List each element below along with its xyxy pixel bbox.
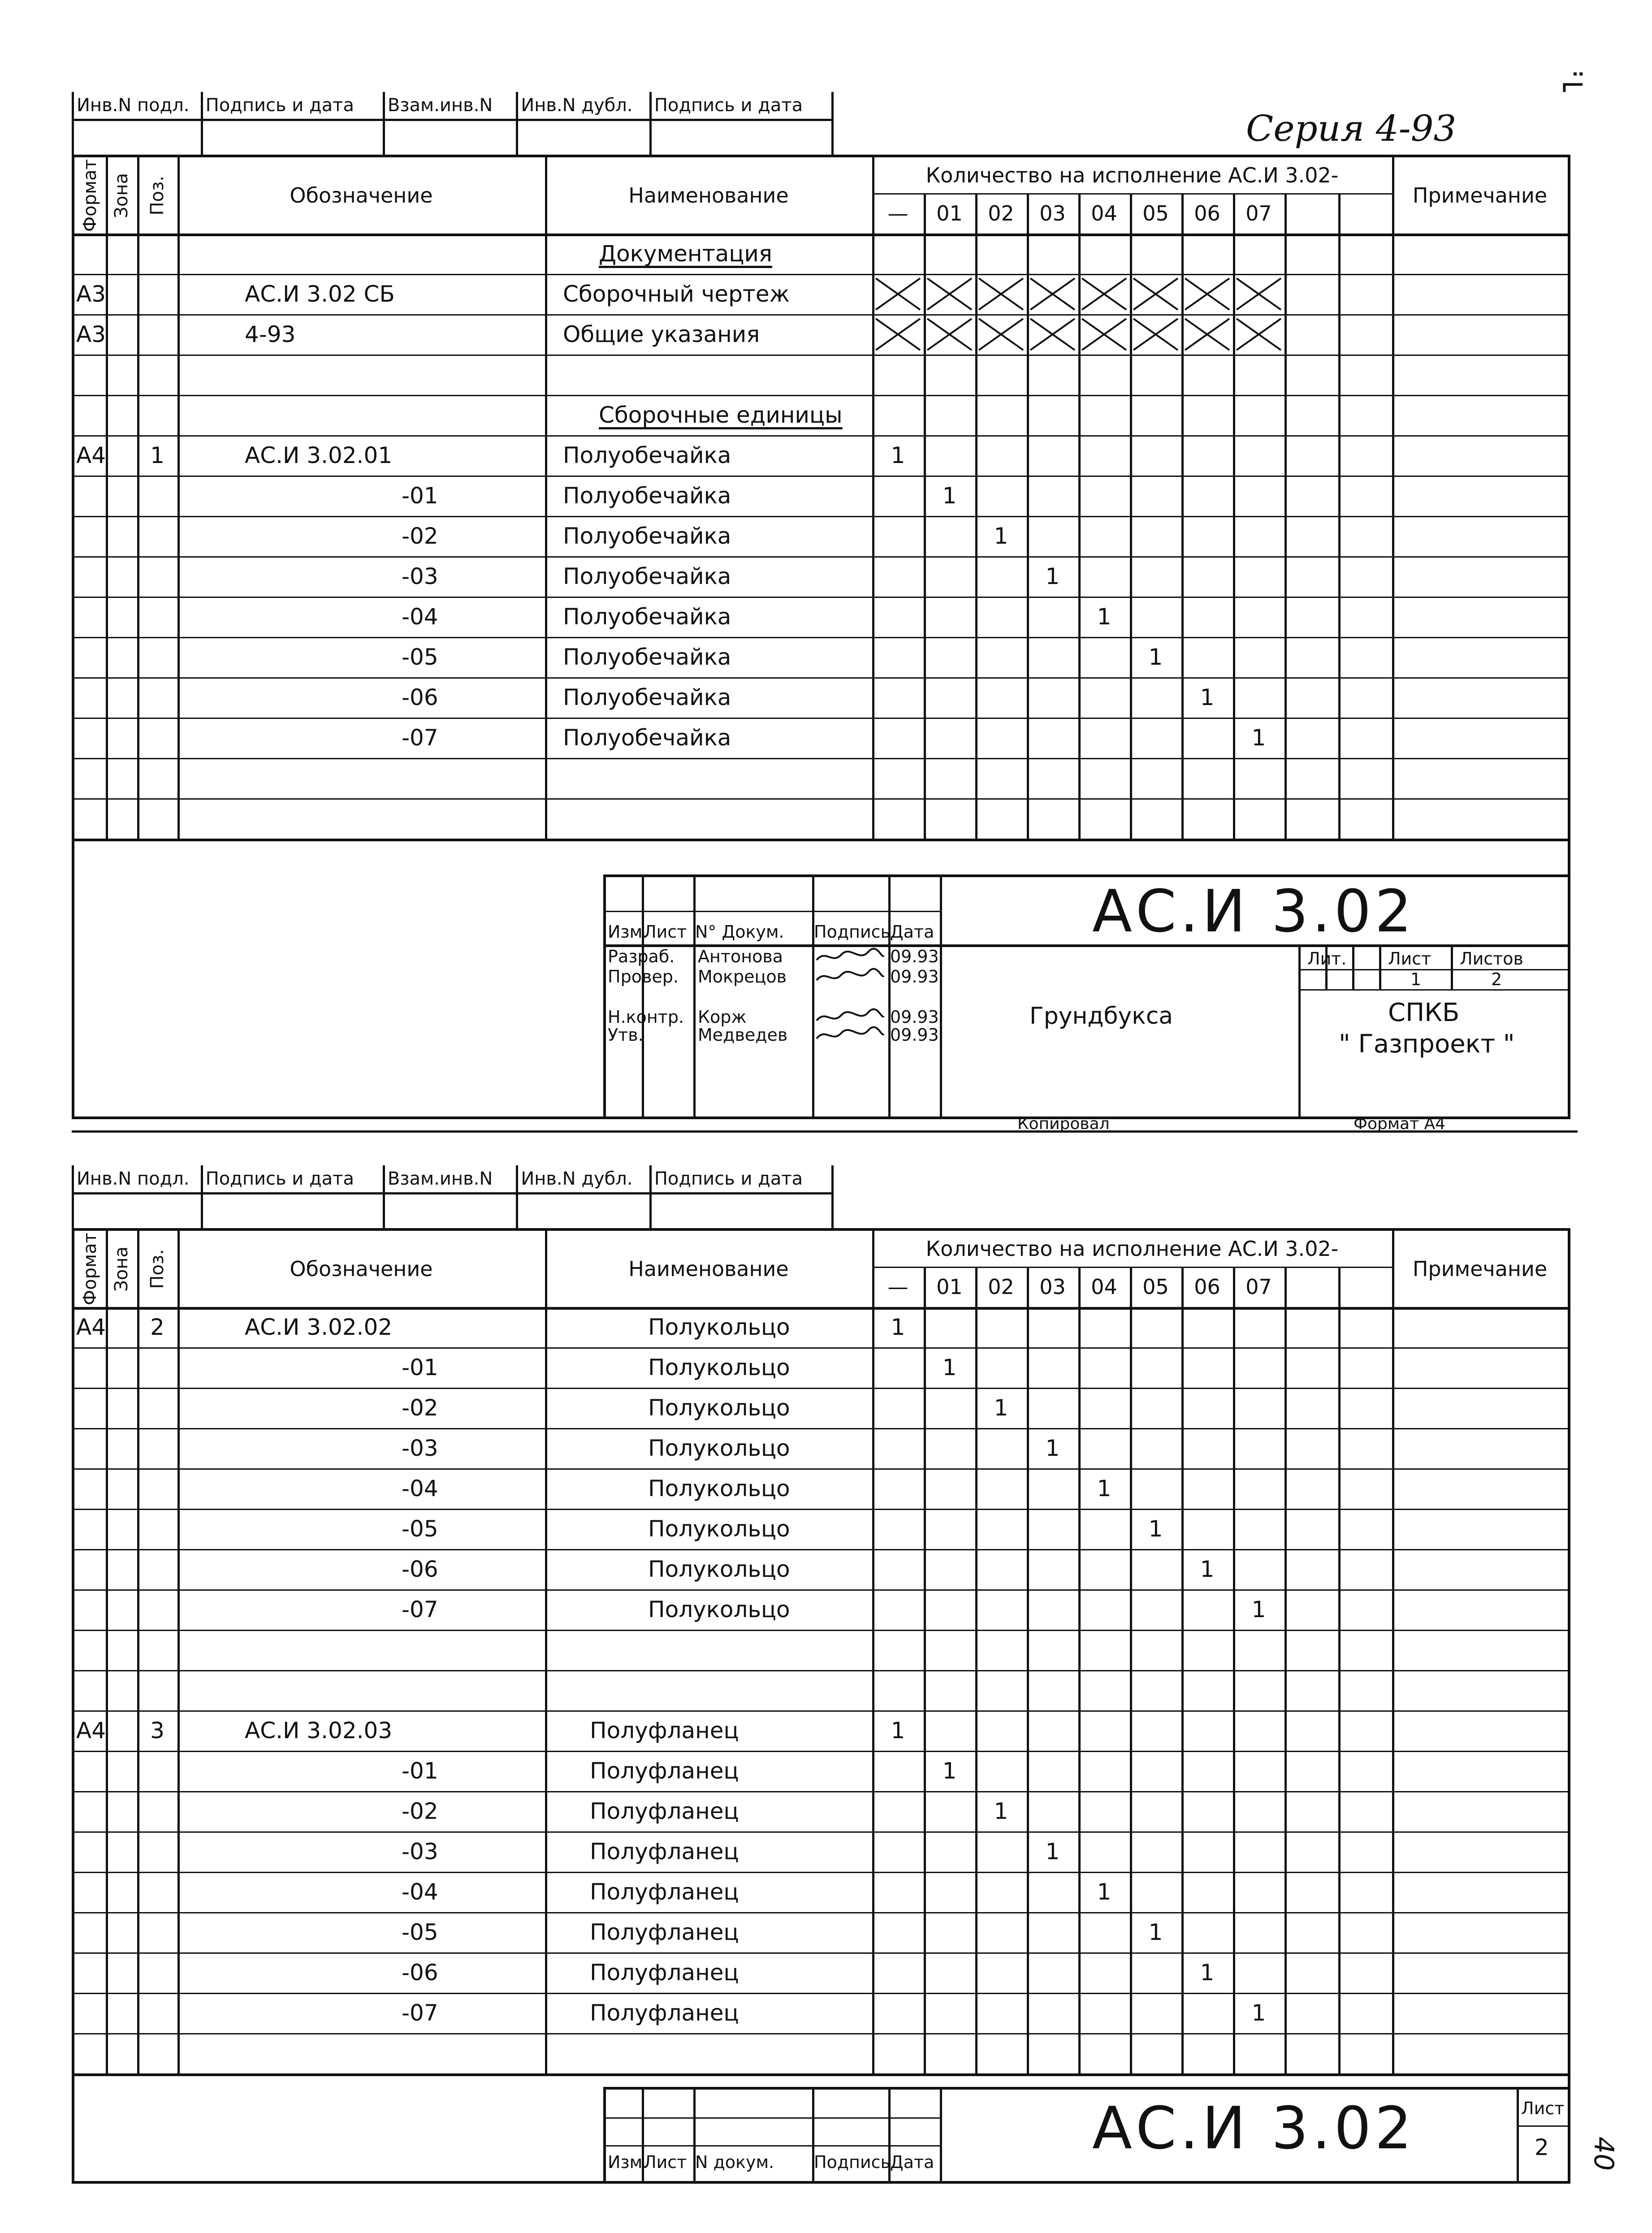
tb-divider <box>606 2145 940 2146</box>
stamp-cell <box>203 119 385 155</box>
qty-value: 1 <box>942 483 957 509</box>
tb-divider <box>693 877 696 1116</box>
sheet-separator <box>72 1130 1578 1133</box>
tb-col-label: Изм. <box>608 2152 648 2172</box>
row-divider <box>74 516 1568 517</box>
cell-name: Полуфланец <box>590 1718 739 1744</box>
cell-designation: -06 <box>402 1556 438 1582</box>
tb-divider <box>606 2117 940 2119</box>
row-divider <box>74 718 1568 719</box>
header-variant: 01 <box>936 201 963 225</box>
column-divider <box>545 1231 547 2073</box>
tb-divider <box>888 877 891 1116</box>
stamp-col: Подпись и дата <box>203 92 385 119</box>
row-divider <box>74 637 1568 638</box>
column-divider <box>1130 1267 1132 2073</box>
row-divider <box>74 1347 1568 1349</box>
column-divider <box>924 1267 926 2073</box>
cross-mark <box>977 277 1025 312</box>
qty-value: 1 <box>1251 2000 1266 2026</box>
cell-format: А4 <box>76 1718 106 1744</box>
header-variant: 03 <box>1039 1275 1066 1299</box>
tb-role: Провер. <box>608 967 679 987</box>
title-block <box>603 874 1570 1116</box>
cross-mark <box>1183 277 1231 312</box>
cell-designation: -01 <box>402 1355 438 1380</box>
header-format-label: Формат <box>80 1232 100 1306</box>
cell-designation: АС.И 3.02.01 <box>245 442 393 468</box>
tb-col-label: Дата <box>890 922 934 942</box>
stamp-cell <box>518 119 652 155</box>
stamp-col: Подпись и дата <box>654 95 803 116</box>
column-divider <box>1392 157 1394 839</box>
tb-role: Разраб. <box>608 947 675 966</box>
row-divider <box>74 556 1568 558</box>
cell-name: Полукольцо <box>648 1556 790 1582</box>
row-divider <box>74 798 1568 800</box>
row-divider <box>74 1791 1568 1792</box>
row-divider <box>74 758 1568 759</box>
stamp-cell <box>385 1192 519 1228</box>
cell-name: Общие указания <box>563 321 760 347</box>
header-pos <box>137 1231 177 1307</box>
tb-role: Н.контр. <box>608 1007 684 1027</box>
org-name-2: " Газпроект " <box>1339 1030 1515 1059</box>
cross-mark <box>1029 317 1077 352</box>
tb-col-label: Подпись <box>814 922 891 942</box>
column-divider <box>1233 1267 1235 2073</box>
tb-lit-label: Лит. <box>1307 949 1347 969</box>
cell-name: Полуобечайка <box>563 442 731 468</box>
cell-name: Полуобечайка <box>563 644 731 670</box>
stamp-col: Взам.инв.N <box>385 92 519 119</box>
cell-name: Полукольцо <box>648 1516 790 1542</box>
cell-designation: -07 <box>402 2000 438 2026</box>
row-divider <box>74 476 1568 477</box>
qty-value: 1 <box>1097 1476 1111 1502</box>
page-number: 40 <box>1588 2136 1620 2171</box>
qty-value: 1 <box>1200 684 1215 710</box>
header-pos <box>137 157 177 234</box>
header-format-label: Формат <box>80 159 100 232</box>
tb-divider <box>1517 2125 1570 2127</box>
title-block <box>603 2087 1570 2181</box>
cell-position: 1 <box>150 442 164 468</box>
cell-designation: -03 <box>402 563 438 589</box>
cell-name: Документация <box>599 241 772 267</box>
cell-name: Полуобечайка <box>563 563 731 589</box>
row-divider <box>74 1670 1568 1671</box>
cell-designation: -02 <box>402 523 438 549</box>
cross-mark <box>1132 317 1180 352</box>
cell-name: Полукольцо <box>648 1476 790 1502</box>
tb-col-label: Подпись <box>814 2152 891 2172</box>
signature <box>814 967 886 987</box>
cell-name: Полуобечайка <box>563 684 731 710</box>
cross-mark <box>1029 277 1077 312</box>
column-divider <box>137 1231 139 2073</box>
signature <box>814 1007 886 1027</box>
qty-value: 1 <box>1200 1960 1215 1986</box>
cell-designation: -06 <box>402 684 438 710</box>
header-note: Примечание <box>1412 183 1548 208</box>
header-note: Примечание <box>1412 1257 1548 1281</box>
tb-divider <box>1298 989 1570 991</box>
copied-label: Копировал <box>1017 1115 1110 1133</box>
column-divider <box>1284 1267 1287 2073</box>
row-divider <box>74 1549 1568 1550</box>
tb-divider <box>1352 944 1354 989</box>
tb-col-label: Изм. <box>608 922 648 942</box>
series-label: Серия 4-93 <box>1246 108 1457 149</box>
column-divider <box>1284 193 1287 839</box>
sheet-2 <box>72 1165 1570 2174</box>
qty-value: 1 <box>942 1355 957 1380</box>
column-divider <box>1078 1267 1081 2073</box>
tb-person-name: Мокрецов <box>698 967 787 987</box>
cell-designation: 4-93 <box>245 321 296 347</box>
cell-designation: -07 <box>402 725 438 751</box>
stamp-col: Подпись и дата <box>203 1165 385 1192</box>
cross-mark <box>925 277 973 312</box>
drawing-designation: АС.И 3.02 <box>1092 877 1416 945</box>
header-qty: Количество на исполнение АС.И 3.02- <box>925 1237 1339 1261</box>
cell-name: Полуобечайка <box>563 483 731 509</box>
tb-col-label: N докум. <box>695 2152 774 2172</box>
cross-mark <box>1235 277 1283 312</box>
header-variant: 05 <box>1142 201 1169 225</box>
tb-date: 09.93 <box>890 947 939 966</box>
column-divider <box>1181 193 1184 839</box>
header-variant: 03 <box>1039 201 1066 225</box>
column-divider <box>1078 193 1081 839</box>
cell-name: Сборочный чертеж <box>563 281 790 307</box>
tb-sheet-label: Лист <box>1521 2099 1565 2118</box>
cell-designation: -06 <box>402 1960 438 1986</box>
qty-value: 1 <box>1148 1919 1163 1945</box>
header-format <box>74 1231 106 1307</box>
header-variant: 02 <box>988 1275 1014 1299</box>
qty-value: 1 <box>994 523 1008 549</box>
qty-value: 1 <box>891 1314 905 1340</box>
cell-designation: -02 <box>402 1798 438 1824</box>
tb-sheet-label: Лист <box>1388 949 1431 969</box>
header-variant: — <box>887 1275 908 1299</box>
qty-value: 1 <box>1251 725 1266 751</box>
cell-designation: -05 <box>402 644 438 670</box>
tb-divider <box>940 2090 942 2181</box>
stamp-col: Взам.инв.N <box>385 1165 519 1192</box>
header-name: Наименование <box>628 1257 789 1281</box>
row-divider <box>74 1630 1568 1631</box>
stamp-cell <box>652 1192 831 1228</box>
header-variant <box>1338 1267 1392 1307</box>
format-label: Формат А4 <box>1354 1115 1446 1133</box>
qty-value: 1 <box>994 1395 1008 1421</box>
qty-value: 1 <box>1045 563 1060 589</box>
product-name: Грундбукса <box>1029 1003 1173 1030</box>
tb-person-name: Антонова <box>698 947 783 966</box>
tb-divider <box>1325 944 1328 989</box>
header-designation: Обозначение <box>290 1257 433 1281</box>
cell-name: Полукольцо <box>648 1395 790 1421</box>
header-variant: 05 <box>1142 1275 1169 1299</box>
tb-divider <box>1379 944 1381 989</box>
tb-divider <box>606 911 940 912</box>
stamp-values-row <box>72 119 834 157</box>
qty-value: 1 <box>994 1798 1008 1824</box>
spec-table <box>72 155 1570 1119</box>
column-divider <box>545 157 547 839</box>
cell-name: Полукольцо <box>648 1314 790 1340</box>
cell-name: Полуфланец <box>590 1758 739 1784</box>
tb-col-label: Лист <box>644 922 687 942</box>
stamp-col: Подпись и дата <box>654 1168 803 1189</box>
tb-divider <box>1298 969 1570 970</box>
qty-value: 1 <box>1148 1516 1163 1542</box>
qty-value: 1 <box>1045 1839 1060 1865</box>
cell-designation: -04 <box>402 1476 438 1502</box>
header-variant <box>1284 193 1338 234</box>
org-name: СПКБ <box>1388 998 1460 1027</box>
cross-mark <box>925 317 973 352</box>
signature <box>814 1025 886 1045</box>
header-name: Наименование <box>628 183 789 208</box>
stamp-cell <box>652 119 831 155</box>
row-divider <box>74 1589 1568 1591</box>
column-divider <box>177 1231 180 2073</box>
drawing-designation: АС.И 3.02 <box>1092 2094 1416 2162</box>
tb-divider <box>1517 2090 1519 2181</box>
column-divider <box>137 157 139 839</box>
row-divider <box>74 1751 1568 1752</box>
cell-designation: -01 <box>402 1758 438 1784</box>
cell-designation: АС.И 3.02.02 <box>245 1314 393 1340</box>
qty-value: 1 <box>1045 1435 1060 1461</box>
tb-date: 09.93 <box>890 1025 939 1045</box>
cell-name: Сборочные единицы <box>599 402 843 428</box>
cell-format: А3 <box>76 281 106 307</box>
cell-name: Полуфланец <box>590 1919 739 1945</box>
tb-divider <box>812 877 814 1116</box>
cross-mark <box>1132 277 1180 312</box>
header-variant <box>1284 1267 1338 1307</box>
column-divider <box>975 1267 977 2073</box>
row-divider <box>74 597 1568 598</box>
tb-sheet-number: 2 <box>1535 2134 1549 2160</box>
cell-name: Полукольцо <box>648 1435 790 1461</box>
row-divider <box>74 234 1568 236</box>
qty-value: 1 <box>942 1758 957 1784</box>
cell-name: Полуфланец <box>590 2000 739 2026</box>
qty-value: 1 <box>1097 604 1111 630</box>
stamp-cell <box>74 119 203 155</box>
column-divider <box>1233 193 1235 839</box>
header-variant: 06 <box>1194 1275 1220 1299</box>
row-divider <box>74 677 1568 679</box>
stamp-cell <box>518 1192 652 1228</box>
stamp-values-row <box>72 1192 834 1230</box>
cell-name: Полукольцо <box>648 1355 790 1380</box>
cell-name: Полуфланец <box>590 1960 739 1986</box>
row-divider <box>74 1509 1568 1510</box>
tb-sheets-total: 2 <box>1491 969 1502 989</box>
row-divider <box>74 1428 1568 1429</box>
header-variant: 04 <box>1091 1275 1117 1299</box>
header-pos-label: Поз. <box>147 1249 168 1289</box>
tb-person-name: Медведев <box>698 1025 788 1045</box>
tb-divider <box>940 877 942 1116</box>
stamp-col: Инв.N дубл. <box>518 1165 652 1192</box>
signature <box>814 947 886 966</box>
row-divider <box>74 2033 1568 2034</box>
cell-designation: АС.И 3.02 СБ <box>245 281 395 307</box>
stamp-col: Инв.N дубл. <box>518 92 652 119</box>
column-divider <box>1027 193 1029 839</box>
row-divider <box>74 1993 1568 1994</box>
qty-value: 1 <box>1097 1879 1111 1905</box>
tb-date: 09.93 <box>890 1007 939 1027</box>
tb-sheets-label: Листов <box>1460 949 1523 969</box>
row-divider <box>74 1872 1568 1873</box>
cell-position: 2 <box>150 1314 164 1340</box>
column-divider <box>1338 1267 1341 2073</box>
row-divider <box>74 1912 1568 1913</box>
corner-mark: ⌐̈ <box>1560 67 1586 104</box>
qty-value: 1 <box>1148 644 1163 670</box>
tb-col-label: Лист <box>644 2152 687 2172</box>
header-variant <box>1338 193 1392 234</box>
qty-value: 1 <box>1251 1597 1266 1623</box>
cross-mark <box>1183 317 1231 352</box>
qty-value: 1 <box>891 1718 905 1744</box>
column-divider <box>924 193 926 839</box>
row-divider <box>74 314 1568 316</box>
header-variant: 02 <box>988 201 1014 225</box>
column-divider <box>1392 1231 1394 2073</box>
header-variant: 01 <box>936 1275 963 1299</box>
stamp-cell <box>203 1192 385 1228</box>
cell-designation: -02 <box>402 1395 438 1421</box>
cell-designation: -03 <box>402 1435 438 1461</box>
stamp-cell <box>74 1192 203 1228</box>
column-divider <box>1181 1267 1184 2073</box>
header-zone <box>106 157 137 234</box>
stamp-cell <box>385 119 519 155</box>
cell-name: Полуобечайка <box>563 523 731 549</box>
header-variant: — <box>887 201 908 225</box>
header-variant: 04 <box>1091 201 1117 225</box>
column-divider <box>1338 193 1341 839</box>
row-divider <box>74 355 1568 356</box>
cell-name: Полуобечайка <box>563 604 731 630</box>
cell-designation: -07 <box>402 1597 438 1623</box>
tb-divider <box>642 877 644 1116</box>
header-zone-label: Зона <box>111 1246 132 1292</box>
cell-position: 3 <box>150 1718 164 1744</box>
cell-designation: АС.И 3.02.03 <box>245 1718 393 1744</box>
header-qty: Количество на исполнение АС.И 3.02- <box>925 163 1339 187</box>
cross-mark <box>874 317 922 352</box>
cell-designation: -04 <box>402 1879 438 1905</box>
row-divider <box>74 2073 1568 2076</box>
header-variant: 07 <box>1245 1275 1272 1299</box>
stamp-row <box>72 1165 834 1194</box>
row-divider <box>74 1388 1568 1389</box>
row-divider <box>74 1468 1568 1470</box>
cell-designation: -03 <box>402 1839 438 1865</box>
cell-name: Полуфланец <box>590 1879 739 1905</box>
tb-date: 09.93 <box>890 967 939 987</box>
tb-col-label: N° Докум. <box>695 922 784 942</box>
cross-mark <box>874 277 922 312</box>
column-divider <box>872 1231 874 2073</box>
tb-divider <box>1451 944 1453 989</box>
column-divider <box>975 193 977 839</box>
header-zone <box>106 1231 137 1307</box>
cell-designation: -04 <box>402 604 438 630</box>
cell-designation: -05 <box>402 1919 438 1945</box>
stamp-row <box>72 92 834 121</box>
tb-col-label: Дата <box>890 2152 934 2172</box>
row-divider <box>74 839 1568 841</box>
stamp-col: Инв.N подл. <box>74 1165 203 1192</box>
cell-format: А4 <box>76 1314 106 1340</box>
stamp-col: Инв.N подл. <box>74 92 203 119</box>
column-divider <box>106 1231 108 2073</box>
cell-designation: -05 <box>402 1516 438 1542</box>
sheet-1 <box>72 92 1570 1133</box>
column-divider <box>177 157 180 839</box>
qty-value: 1 <box>1200 1556 1215 1582</box>
header-variant: 06 <box>1194 201 1220 225</box>
header-variant: 07 <box>1245 201 1272 225</box>
column-divider <box>106 157 108 839</box>
row-divider <box>74 1831 1568 1833</box>
cell-format: А4 <box>76 442 106 468</box>
cell-name: Полуобечайка <box>563 725 731 751</box>
tb-role: Утв. <box>608 1025 644 1045</box>
cell-name: Полуфланец <box>590 1839 739 1865</box>
header-designation: Обозначение <box>290 183 433 208</box>
cell-format: А3 <box>76 321 106 347</box>
cross-mark <box>977 317 1025 352</box>
column-divider <box>1130 193 1132 839</box>
column-divider <box>1027 1267 1029 2073</box>
cell-name: Полукольцо <box>648 1597 790 1623</box>
column-divider <box>872 157 874 839</box>
cell-designation: -01 <box>402 483 438 509</box>
cross-mark <box>1080 317 1128 352</box>
cell-name: Полуфланец <box>590 1798 739 1824</box>
cross-mark <box>1235 317 1283 352</box>
tb-person-name: Корж <box>698 1007 747 1027</box>
tb-sheet-number: 1 <box>1410 969 1422 989</box>
header-zone-label: Зона <box>111 173 132 218</box>
header-pos-label: Поз. <box>147 175 168 216</box>
row-divider <box>74 1952 1568 1954</box>
qty-value: 1 <box>891 442 905 468</box>
spec-table <box>72 1228 1570 2184</box>
header-format <box>74 157 106 234</box>
cross-mark <box>1080 277 1128 312</box>
